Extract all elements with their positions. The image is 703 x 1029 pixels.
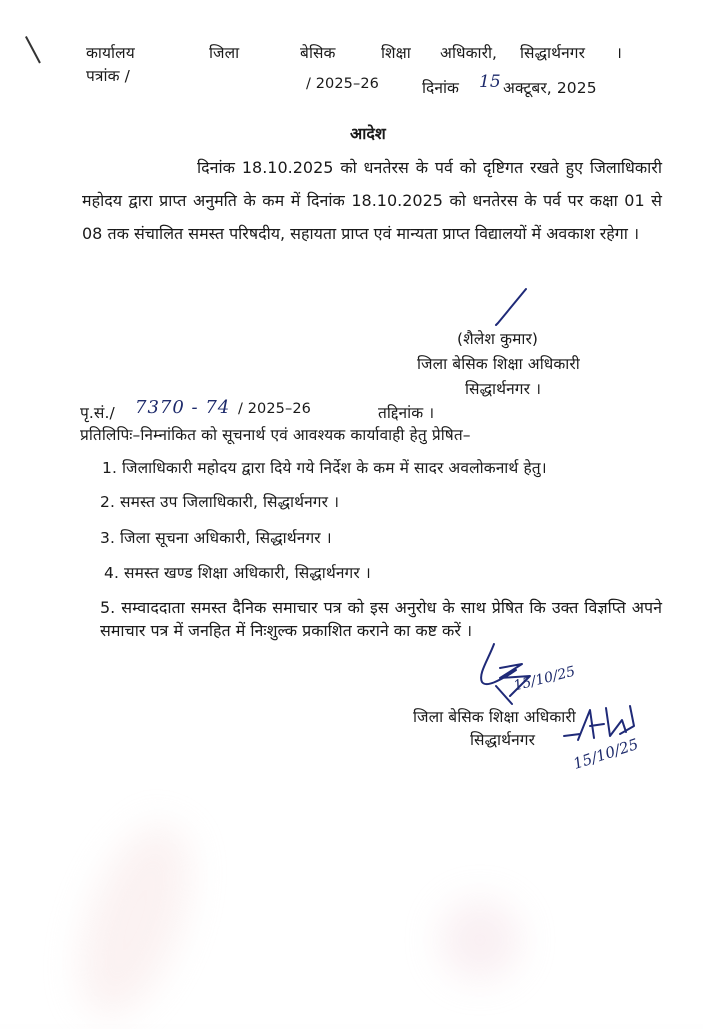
signatory-2-location: सिद्धार्थनगर <box>470 731 536 749</box>
order-title: आदेश <box>350 124 386 143</box>
signatory-designation: जिला बेसिक शिक्षा अधिकारी <box>417 355 580 373</box>
letter-number-label: पत्रांक / <box>86 67 130 85</box>
endorsement-ref-label: पृ.सं./ <box>80 404 115 422</box>
date-day-handwritten: 15 <box>479 72 501 92</box>
recipient-item-3: 3. जिला सूचना अधिकारी, सिद्धार्थनगर । <box>100 529 332 547</box>
office-word-education: शिक्षा <box>381 44 411 62</box>
recipient-item-4: 4. समस्त खण्ड शिक्षा अधिकारी, सिद्धार्थनगर । <box>104 564 371 582</box>
initial-date-1: 15/10/25 <box>511 663 577 695</box>
office-word-officer: अधिकारी, <box>440 44 498 62</box>
pen-mark <box>25 36 41 63</box>
paper-stain <box>440 900 520 980</box>
signatory-location: सिद्धार्थनगर । <box>465 380 542 398</box>
paper-stain <box>59 811 212 1029</box>
letter-session: / 2025–26 <box>306 76 379 92</box>
office-label: कार्यालय <box>86 44 135 62</box>
recipient-item-2: 2. समस्त उप जिलाधिकारी, सिद्धार्थनगर । <box>100 493 340 511</box>
order-paragraph <box>82 151 662 250</box>
endorsement-date: तद्दिनांक । <box>378 404 435 422</box>
office-word-district: जिला <box>209 44 240 62</box>
recipient-item-1: 1. जिलाधिकारी महोदय द्वारा दिये गये निर्देश के कम में सादर अवलोकनार्थ हेतु। <box>102 459 547 477</box>
office-word-danda: । <box>616 44 622 62</box>
signatory-name: (शैलेश कुमार) <box>457 330 539 348</box>
signatory-2-designation: जिला बेसिक शिक्षा अधिकारी <box>413 708 576 726</box>
initial-date-2: 15/10/25 <box>570 735 641 773</box>
order-text: दिनांक 18.10.2025 को धनतेरस के पर्व को दृष्टिगत रखते हुए जिलाधिकारी महोदय द्वारा प्राप्त अनुमति के कम में दिनांक 18.10.2025 को धनतेरस के पर्व पर कक्षा 01 से 08 तक संचालित समस्त परिषदीय, सहायता प्राप्त एवं मान्यता प्राप्त विद्यालयों में अवकाश रहेगा । <box>82 158 662 243</box>
office-word-siddharthnagar: सिद्धार्थनगर <box>520 44 586 62</box>
office-word-basic: बेसिक <box>300 44 336 62</box>
copy-to-intro: प्रतिलिपिः–निम्नांकित को सूचनार्थ एवं आवश्यक कार्यावाही हेतु प्रेषित– <box>80 426 471 444</box>
endorsement-ref-session: / 2025–26 <box>238 401 311 417</box>
date-month-year: अक्टूबर, 2025 <box>503 79 597 97</box>
recipient-item-5: 5. सम्वाददाता समस्त दैनिक समाचार पत्र को इस अनुरोध के साथ प्रेषित कि उक्त विज्ञप्ति अपने समाचार पत्र में जनहित में निःशुल्क प्रकाशित कराने का कष्ट करें । <box>100 598 662 640</box>
endorsement-ref-number: 7370 - 74 <box>135 397 231 418</box>
date-label: दिनांक <box>422 79 460 97</box>
